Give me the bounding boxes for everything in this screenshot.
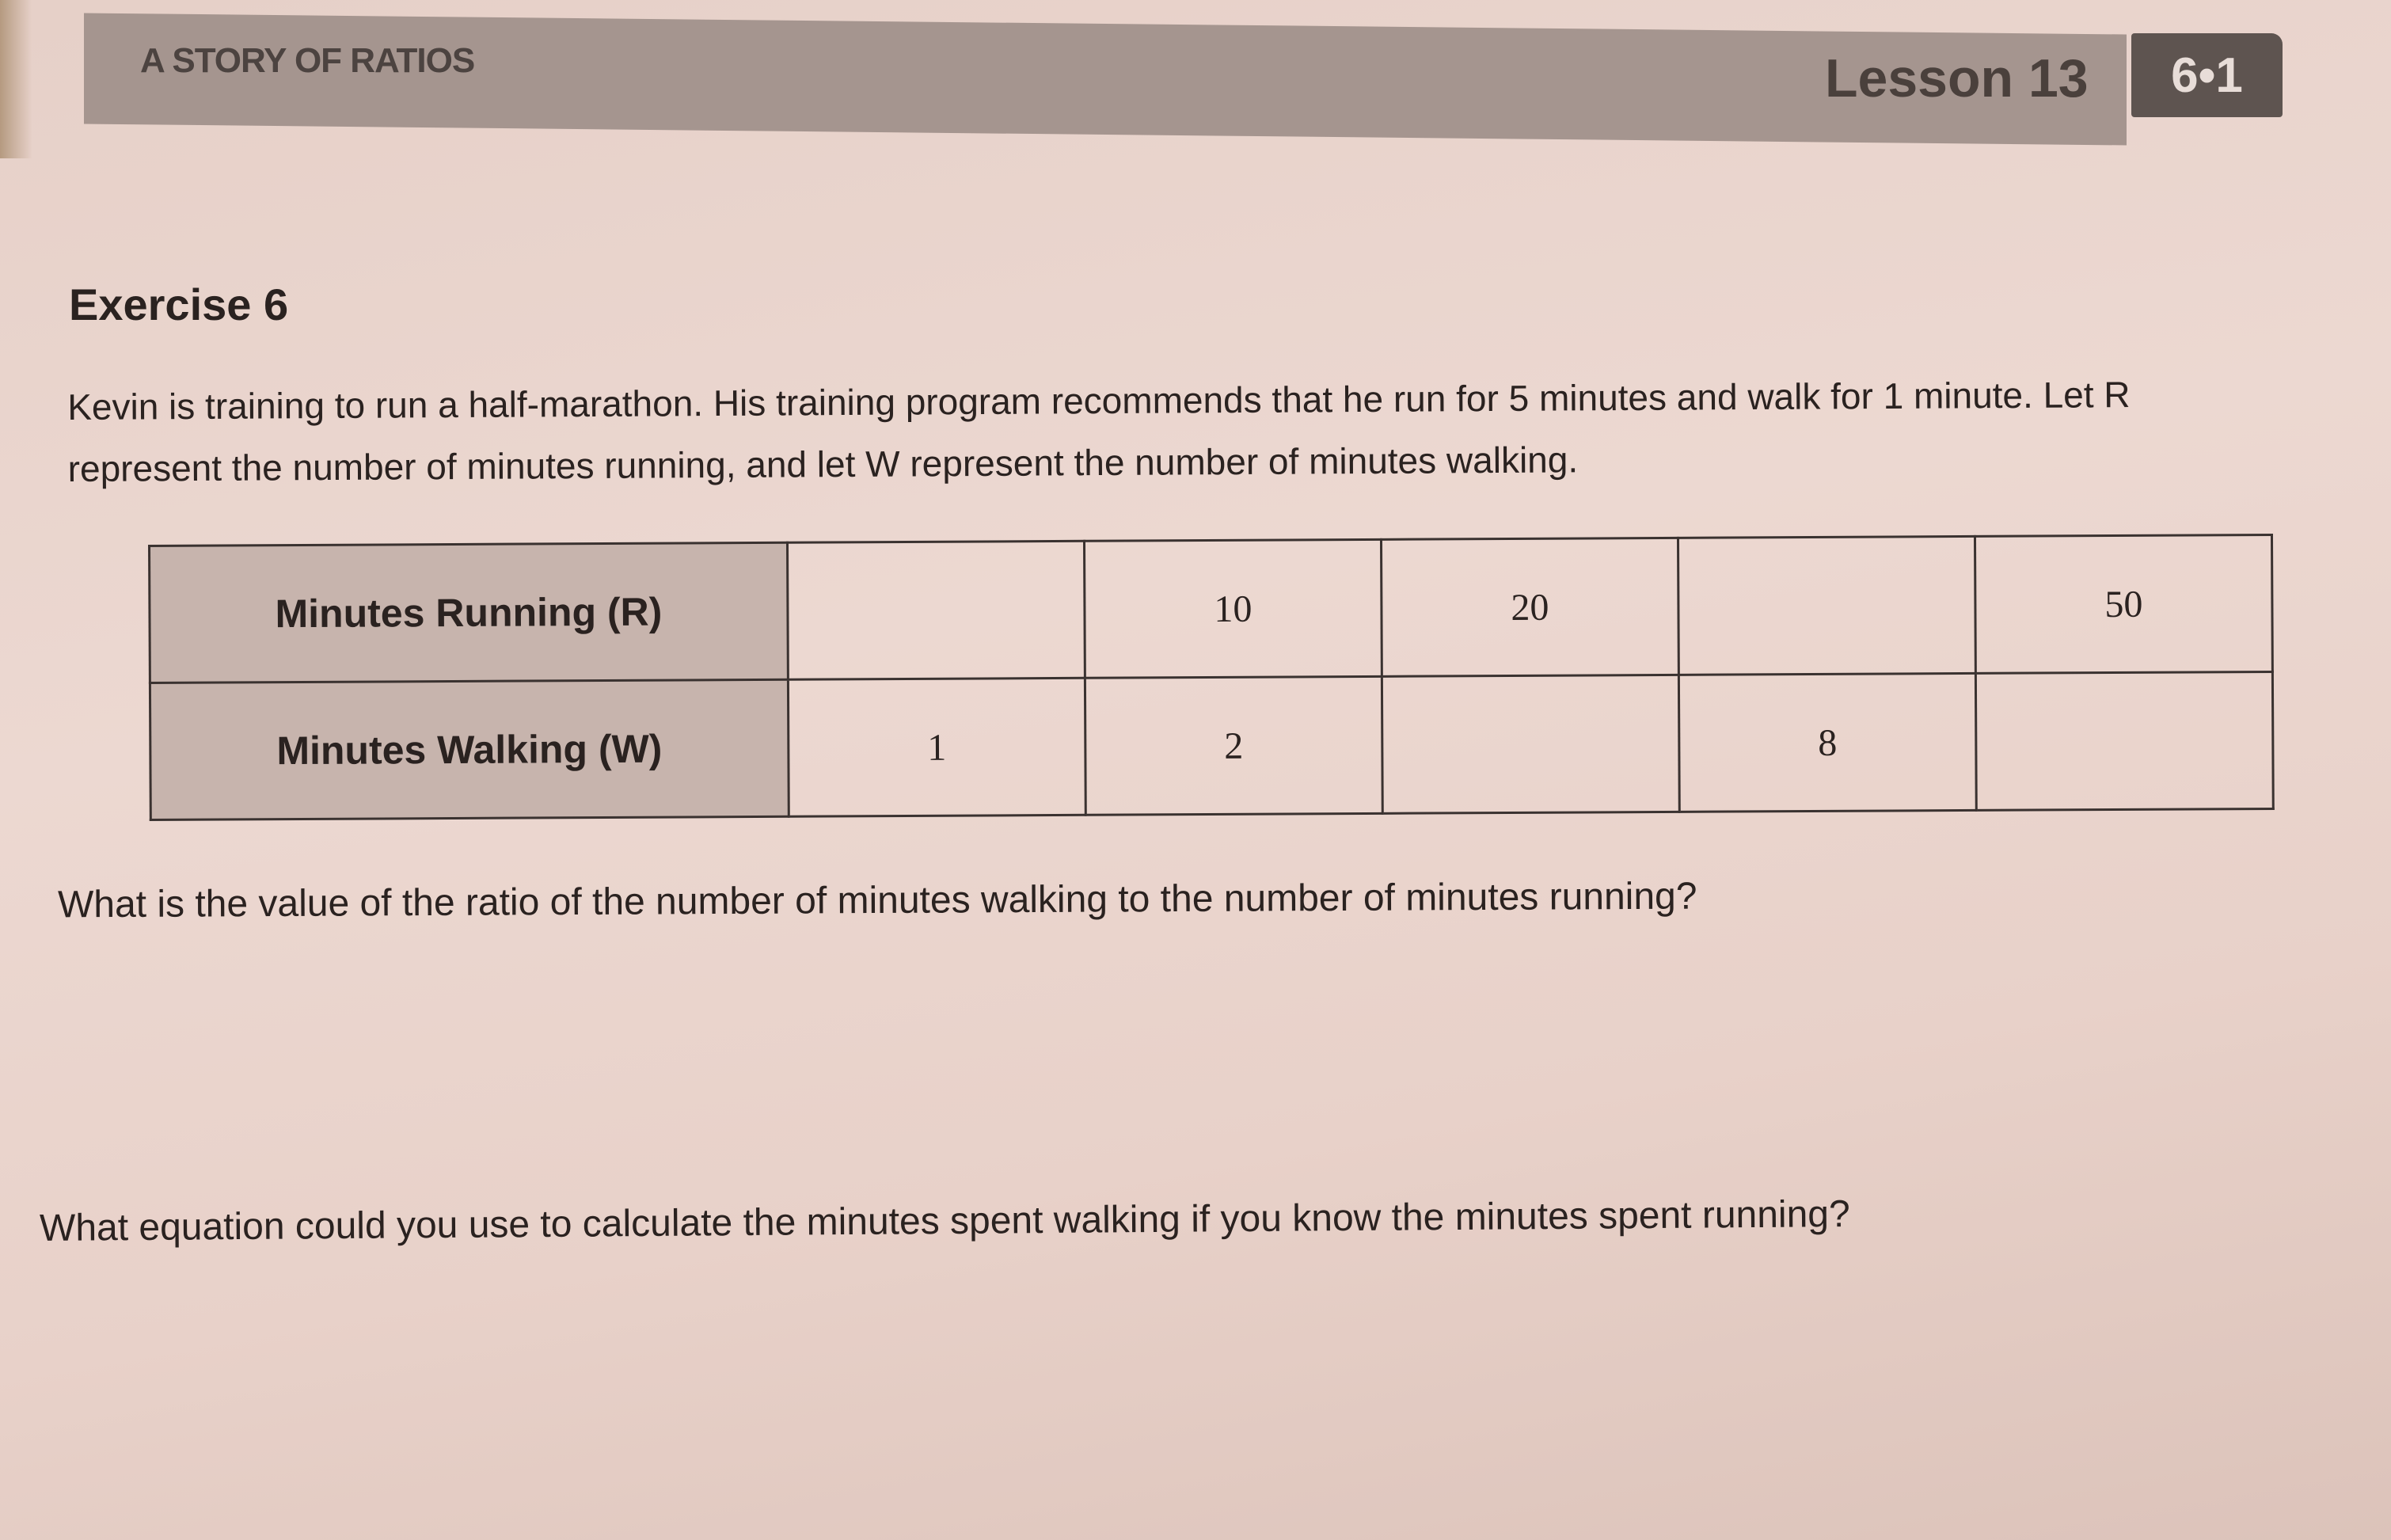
exercise-title: Exercise 6 [69,279,289,329]
table-cell: 1 [788,678,1085,816]
table-row [150,671,2273,819]
table-cell [1975,671,2273,810]
table-cell: 8 [1678,673,1976,812]
row-header: Minutes Walking (W) [150,679,789,819]
question-2: What equation could you use to calculate the minutes spent walking if you know the minutes spent running? [39,1193,1850,1249]
table-cell [787,541,1085,679]
table-cell: 50 [1975,534,2272,673]
table-cell: 20 [1381,538,1678,676]
question-1: What is the value of the ratio of the number of minutes walking to the number of minutes running? [57,875,1697,926]
lesson-title: Lesson 13 [1825,48,2089,108]
table-cell: 2 [1085,676,1382,815]
table-row [150,534,2273,683]
table-cell [1382,675,1679,813]
exercise-paragraph: Kevin is training to run a half-marathon. His training program recommends that he run for 5 minutes and walk for 1 minute. Let R represent the number of minutes running, and let W represent the number of minutes walking. [67,374,2131,489]
row-header: Minutes Running (R) [150,542,789,683]
series-title: A STORY OF RATIOS [140,41,475,80]
table-cell [1678,536,1975,675]
table-cell: 10 [1084,539,1382,678]
grade-module-badge: 6•1 [2131,33,2283,117]
photo-edge [0,0,32,158]
ratio-table [148,534,2275,821]
